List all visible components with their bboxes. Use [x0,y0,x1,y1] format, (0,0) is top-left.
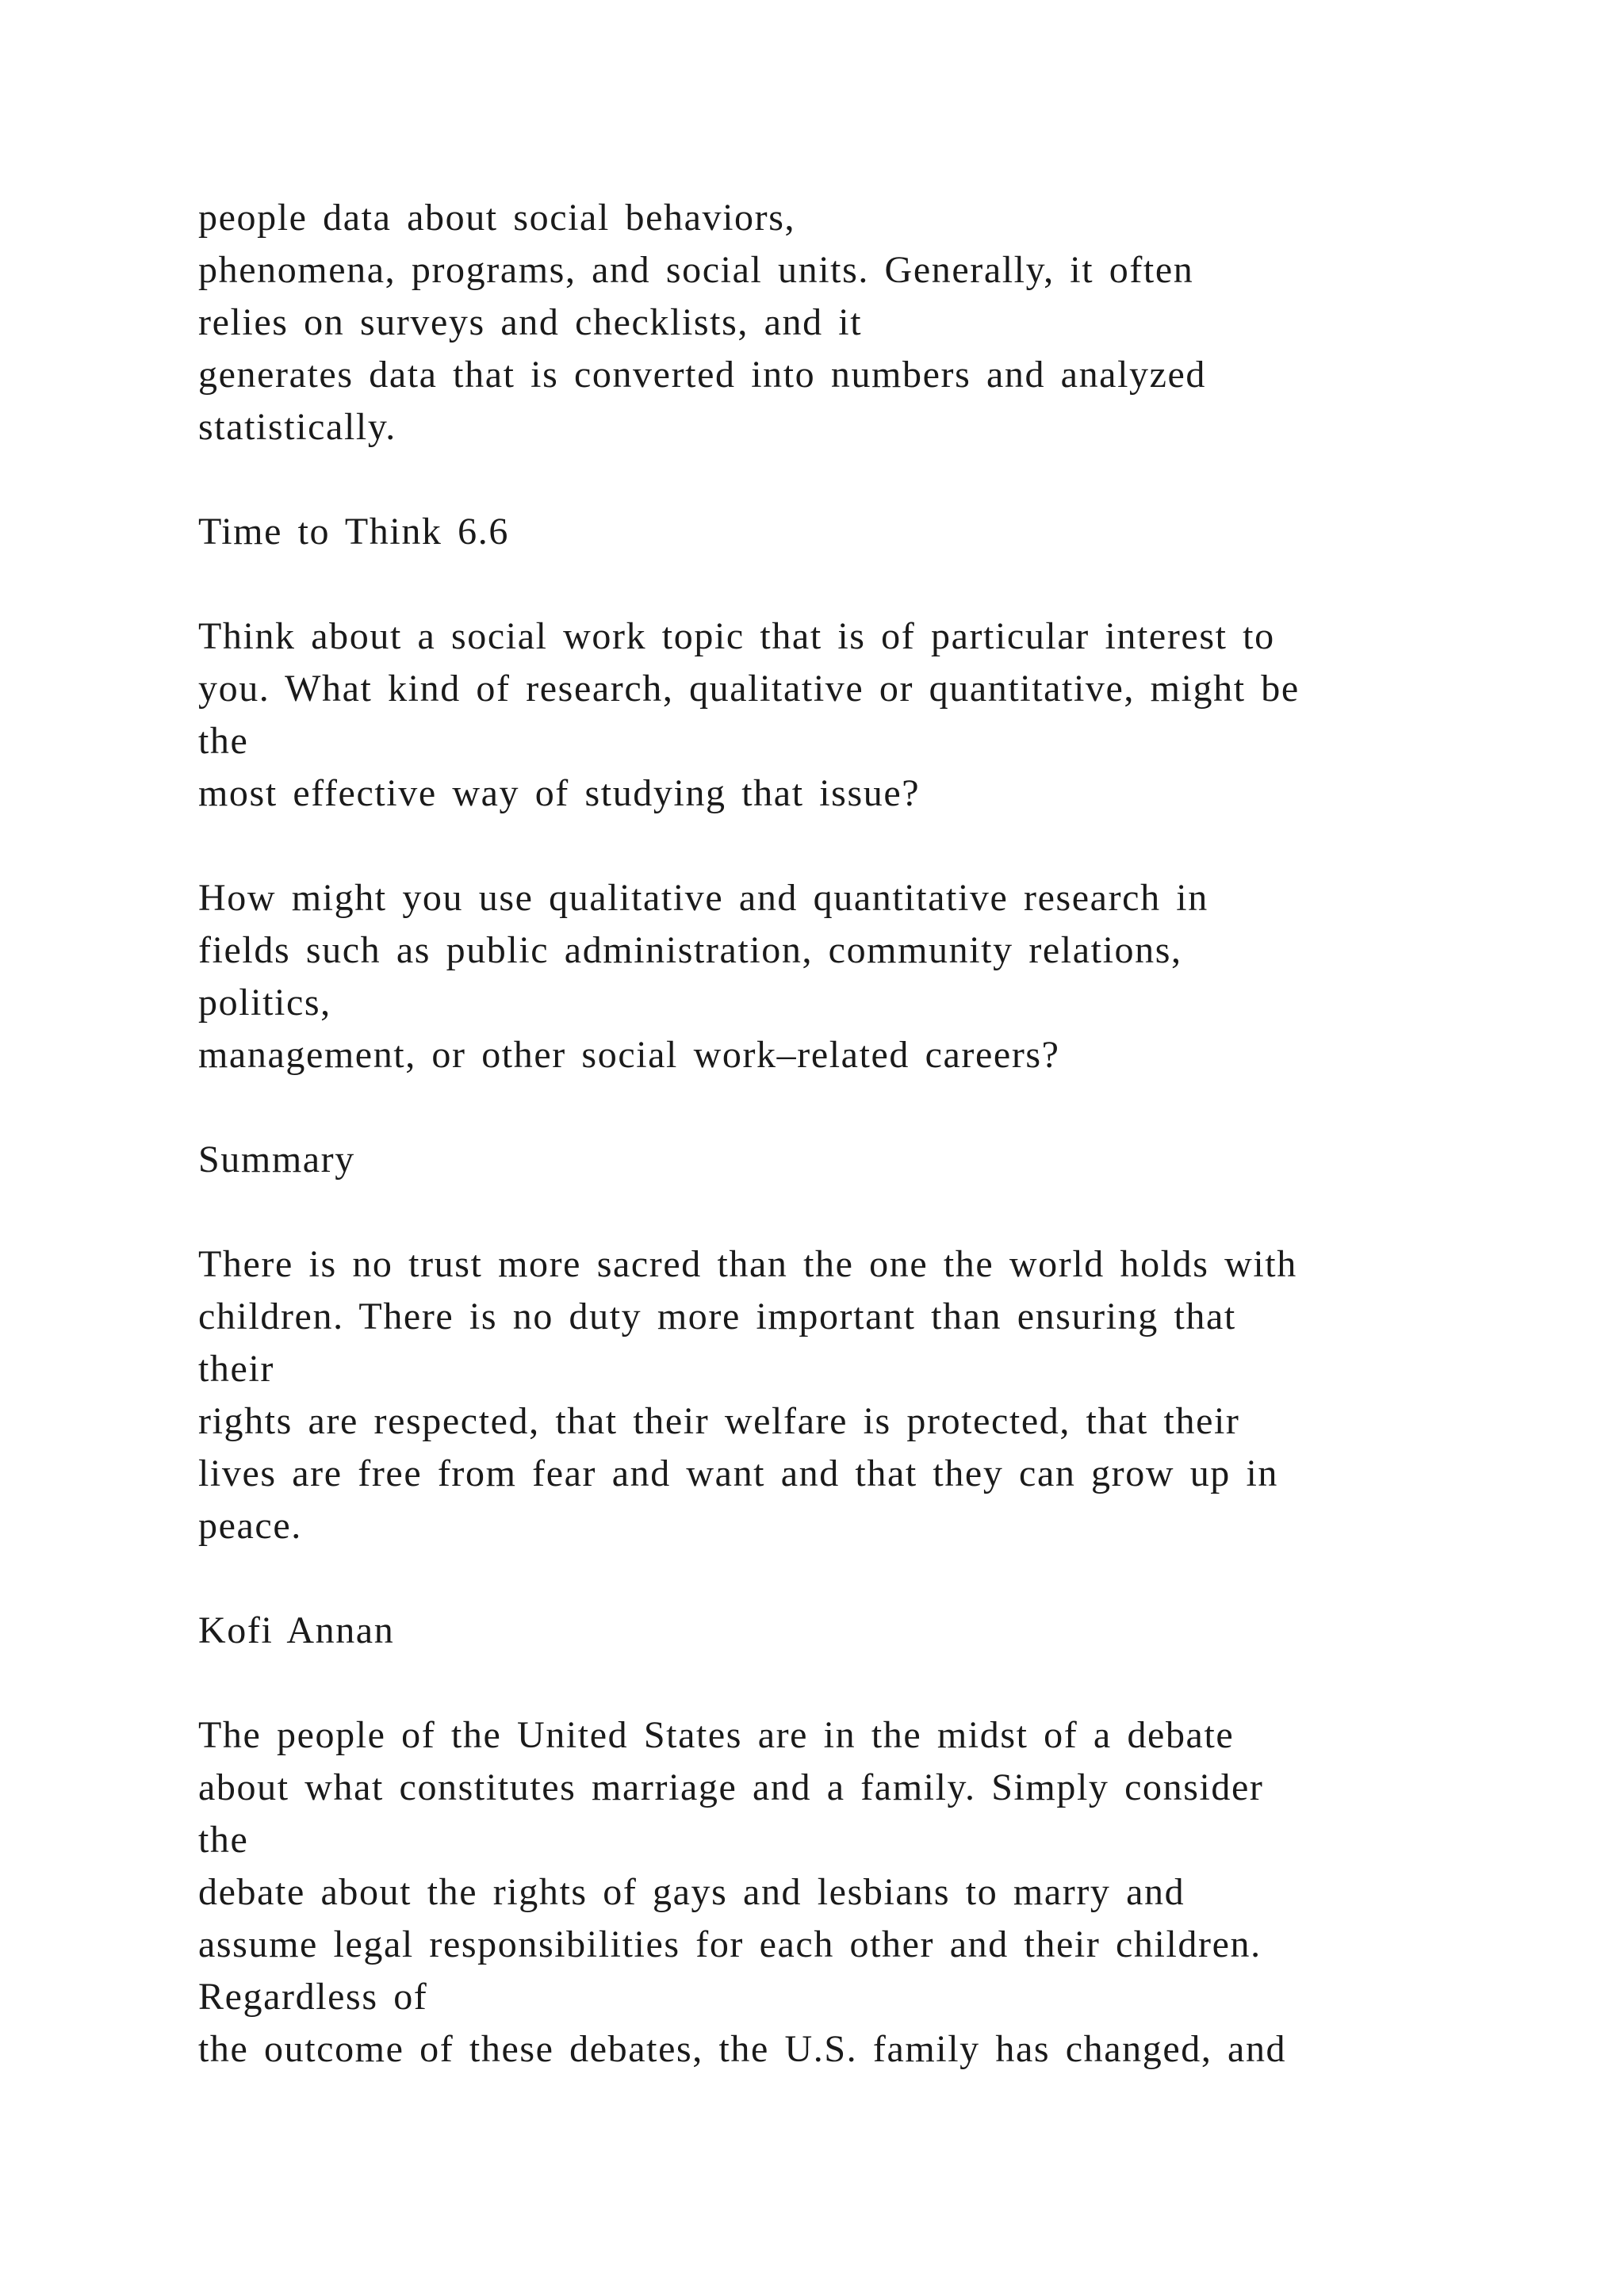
text-line: the [198,1819,249,1861]
text-line: Summary [198,1138,355,1181]
text-line: Regardless of [198,1976,428,2018]
blank-line [198,1081,1562,1134]
text-line: phenomena, programs, and social units. Generally, it often [198,249,1194,291]
text-line: peace. [198,1505,302,1547]
text-line: the [198,720,249,762]
text-line: generates data that is converted into numbers and analyzed [198,354,1207,396]
text-line: assume legal responsibilities for each other and their children. [198,1923,1262,1965]
text-line: rights are respected, that their welfare is protected, that their [198,1400,1240,1442]
blank-line [198,453,1562,506]
text-line: fields such as public administration, community relations, [198,929,1182,971]
text-line: their [198,1348,274,1390]
text-line: debate about the rights of gays and lesbians to marry and [198,1871,1185,1913]
text-line: statistically. [198,406,396,448]
blank-line [198,1186,1562,1238]
text-line: people data about social behaviors, [198,197,796,239]
text-line: How might you use qualitative and quantitative research in [198,877,1208,919]
text-line: Time to Think 6.6 [198,511,509,553]
blank-line [198,1657,1562,1709]
text-line: the outcome of these debates, the U.S. family has changed, and [198,2028,1287,2070]
text-line: about what constitutes marriage and a family. Simply consider [198,1766,1264,1808]
text-line: lives are free from fear and want and that they can grow up in [198,1452,1279,1494]
text-line: The people of the United States are in the midst of a debate [198,1714,1235,1756]
text-line: management, or other social work–related careers? [198,1034,1060,1076]
document-body [198,192,1562,2076]
text-line: Think about a social work topic that is of particular interest to [198,615,1275,657]
text-line: most effective way of studying that issue? [198,772,921,814]
blank-line [198,820,1562,872]
blank-line [198,558,1562,610]
text-line: relies on surveys and checklists, and it [198,301,863,343]
text-line: politics, [198,982,331,1024]
text-line: children. There is no duty more important than ensuring that [198,1295,1236,1337]
blank-line [198,1552,1562,1605]
text-line: you. What kind of research, qualitative or quantitative, might be [198,668,1300,710]
text-line: There is no trust more sacred than the one the world holds with [198,1243,1297,1285]
text-line: Kofi Annan [198,1609,395,1651]
